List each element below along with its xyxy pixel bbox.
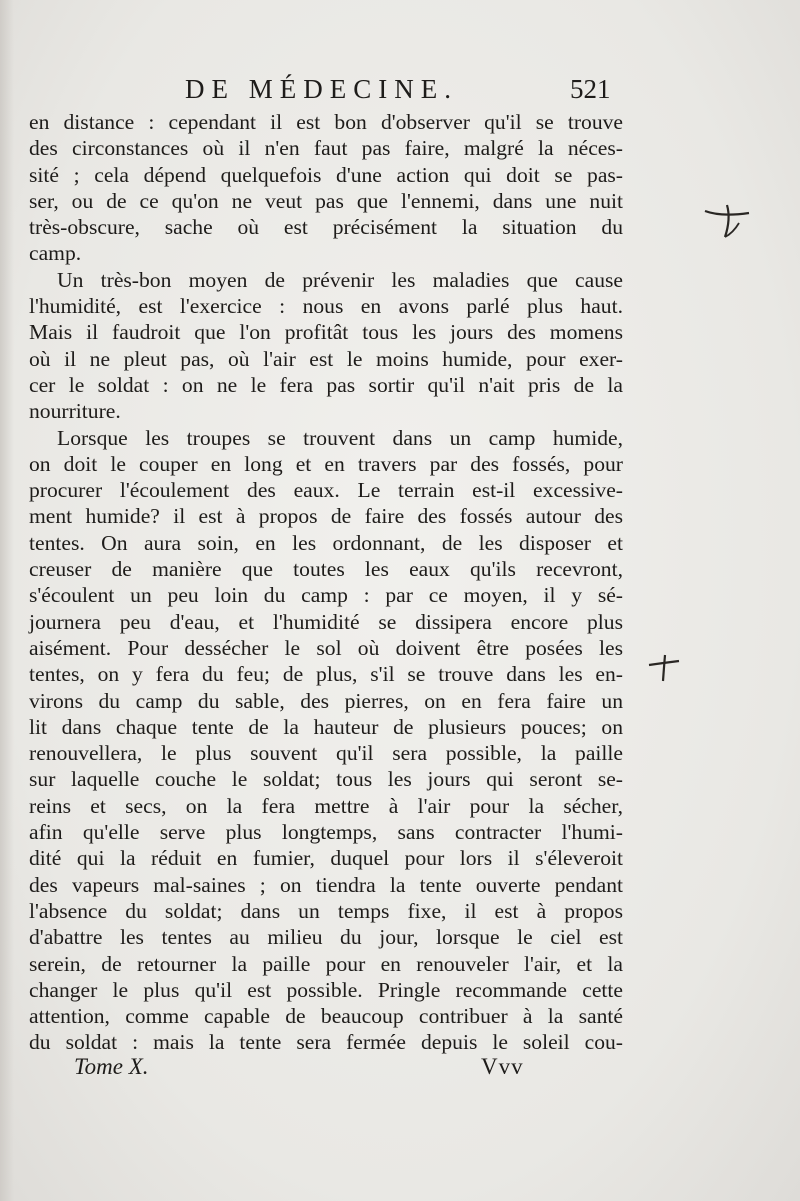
page-number: 521 <box>570 74 611 104</box>
text-line: ment humide? il est à propos de faire des fossés autour des <box>29 504 623 529</box>
text-line: des vapeurs mal-saines ; on tiendra la tente ouverte pendant <box>29 872 623 897</box>
text-line: l'humidité, est l'exercice : nous en avons parlé plus haut. <box>29 294 623 319</box>
text-line: nourriture. <box>29 399 121 424</box>
text-line: ser, ou de ce qu'on ne veut pas que l'ennemi, dans une nuit <box>29 188 623 213</box>
text-line: Mais il faudroit que l'on profitât tous les jours des momens <box>29 320 623 345</box>
text-line: virons du camp du sable, des pierres, on en fera faire un <box>29 688 623 713</box>
text-line: tentes. On aura soin, en les ordonnant, de les disposer et <box>29 530 623 555</box>
text-line: reins et secs, on la fera mettre à l'air pour la sécher, <box>29 793 623 818</box>
text-line: on doit le couper en long et en travers par des fossés, pour <box>29 451 623 476</box>
text-line: en distance : cependant il est bon d'observer qu'il se trouve <box>29 110 623 134</box>
body-text <box>29 109 623 1056</box>
text-line: d'abattre les tentes au milieu du jour, lorsque le ciel est <box>29 925 623 950</box>
text-line: creuser de manière que toutes les eaux qu'ils recevront, <box>29 557 623 582</box>
text-line: où il ne pleut pas, où l'air est le moins humide, pour exer- <box>29 346 623 371</box>
signature-mark: Vvv <box>481 1054 524 1079</box>
text-line: Un très-bon moyen de prévenir les maladies que cause <box>57 267 623 292</box>
text-line: très-obscure, sache où est précisément la situation du <box>29 215 623 240</box>
text-line: sur laquelle couche le soldat; tous les jours qui seront se- <box>29 767 623 792</box>
text-line: l'absence du soldat; dans un temps fixe, il est à propos <box>29 898 623 923</box>
text-line: serein, de retourner la paille pour en renouveler l'air, et la <box>29 951 623 976</box>
text-line: s'écoulent un peu loin du camp : par ce moyen, il y sé- <box>29 583 623 608</box>
volume-label: Tome X. <box>74 1054 149 1079</box>
text-line: Lorsque les troupes se trouvent dans un camp humide, <box>57 425 623 450</box>
text-line: cer le soldat : on ne le fera pas sortir qu'il n'ait pris de la <box>29 372 623 397</box>
text-line: journera peu d'eau, et l'humidité se dissipera encore plus <box>29 609 623 634</box>
text-line: afin qu'elle serve plus longtemps, sans contracter l'humi- <box>29 820 623 845</box>
text-line: procurer l'écoulement des eaux. Le terrain est-il excessive- <box>29 478 623 503</box>
handwritten-plus-mark <box>647 651 681 685</box>
text-line: sité ; cela dépend quelquefois d'une action qui doit se pas- <box>29 162 623 187</box>
text-line: dité qui la réduit en fumier, duquel pour lors il s'éleveroit <box>29 846 623 871</box>
text-line: changer le plus qu'il est possible. Pringle recommande cette <box>29 977 623 1002</box>
text-line: camp. <box>29 241 82 266</box>
page-edge-shadow <box>0 0 14 1201</box>
running-head: DE MÉDECINE. <box>185 74 458 104</box>
text-line: aisément. Pour dessécher le sol où doivent être posées les <box>29 635 623 660</box>
handwritten-cross-mark <box>703 201 753 241</box>
text-line: attention, comme capable de beaucoup contribuer à la santé <box>29 1004 623 1029</box>
text-line: tentes, on y fera du feu; de plus, s'il se trouve dans les en- <box>29 662 623 687</box>
text-line: des circonstances où il n'en faut pas faire, malgré la néces- <box>29 136 623 161</box>
text-line: du soldat : mais la tente sera fermée depuis le soleil cou- <box>29 1030 623 1055</box>
text-line: lit dans chaque tente de la hauteur de plusieurs pouces; on <box>29 714 623 739</box>
text-line: renouvellera, le plus souvent qu'il sera possible, la paille <box>29 741 623 766</box>
